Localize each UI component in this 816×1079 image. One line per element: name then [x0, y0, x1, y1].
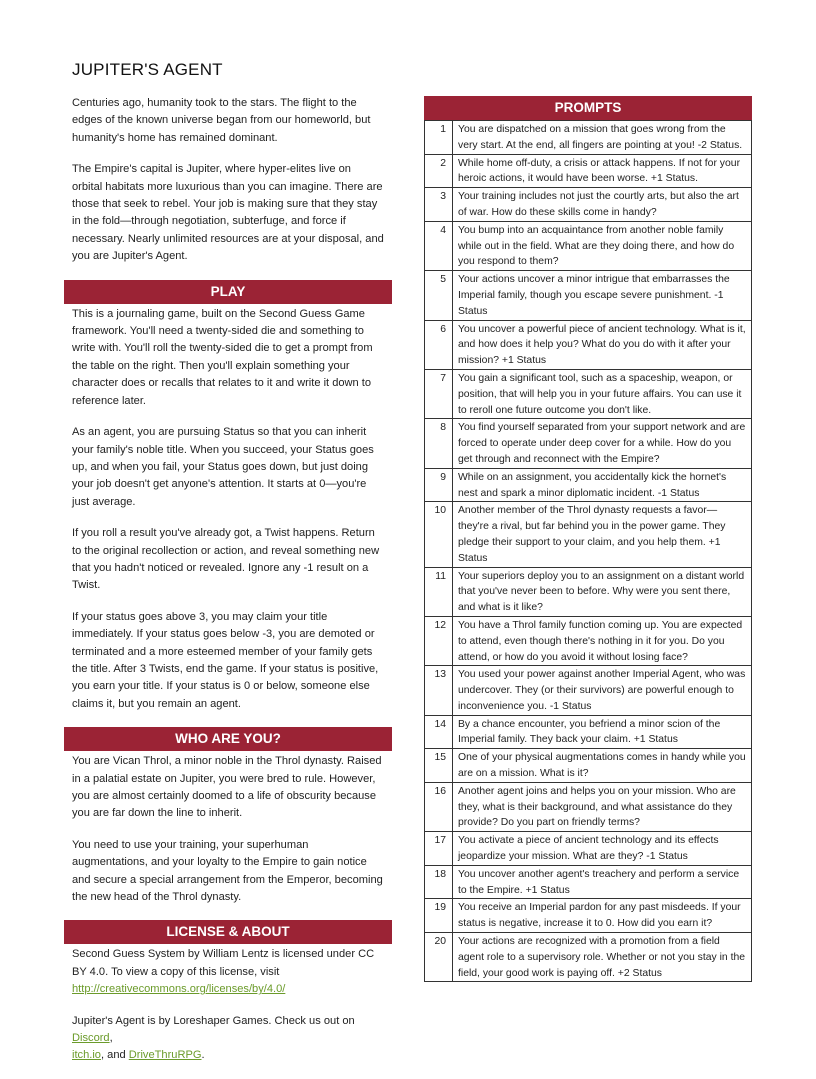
table-row — [425, 865, 752, 899]
intro-paragraph: Centuries ago, humanity took to the stars. The flight to the edges of the known universe began from our homeworld, but humanity's home has remained dominant. — [72, 97, 371, 144]
prompt-text: Your actions uncover a minor intrigue that embarrasses the Imperial family, though you escape severe punishment. -1 Status — [453, 271, 752, 320]
play-paragraph: If you roll a result you've already got, a Twist happens. Return to the original recollection or action, and reveal something new that you hadn't noticed or revealed. Ignore any -1 result on a Twist. — [72, 527, 380, 592]
prompt-text: Your actions are recognized with a promotion from a field agent role to a supervisory role. Whether or not you stay in the field, your good work is paying off. +2 Status — [453, 933, 752, 982]
table-row — [425, 369, 752, 418]
prompt-number: 20 — [425, 933, 453, 982]
play-paragraph: This is a journaling game, built on the Second Guess Game framework. You'll need a twenty-sided die and something to write with. You'll roll the twenty-sided die to get a prompt from the table on the right. Then you'll explain something your character does or recalls that relates to it and write it down to reference later. — [72, 307, 373, 407]
play-paragraph: If your status goes above 3, you may claim your title immediately. If your status goes below -3, you are demoted or terminated and a more esteemed member of your family gets the title. After 3 Twists, end the game. If your status is positive, you earn your title. If your status is 0 or below, someone else claims it, but you remain an agent. — [72, 610, 379, 710]
table-row — [425, 899, 752, 933]
prompt-text: You find yourself separated from your support network and are forced to operate under deep cover for a while. How do you get through and reconnect with the Empire? — [453, 419, 752, 468]
table-row — [425, 715, 752, 749]
prompt-number: 9 — [425, 468, 453, 502]
prompt-text: You bump into an acquaintance from another noble family while out in the field. What are they doing there, and how do you respond to them? — [453, 221, 752, 270]
discord-link[interactable]: Discord — [72, 1032, 110, 1045]
license-text: Second Guess System by William Lentz is licensed under CC BY 4.0. To view a copy of this license, visit — [72, 948, 375, 978]
table-row — [425, 666, 752, 715]
about-text: Jupiter's Agent is by Loreshaper Games. Check us out on — [72, 1014, 355, 1027]
prompts-heading: PROMPTS — [424, 96, 752, 120]
license-paragraph — [72, 946, 384, 998]
page-title: JUPITER'S AGENT — [72, 60, 223, 79]
prompt-number: 1 — [425, 121, 453, 155]
table-row — [425, 749, 752, 783]
play-heading: PLAY — [64, 280, 392, 304]
prompt-number: 15 — [425, 749, 453, 783]
table-row — [425, 616, 752, 665]
table-row — [425, 782, 752, 831]
prompt-number: 17 — [425, 832, 453, 866]
prompt-text: You gain a significant tool, such as a spaceship, weapon, or position, that will help you in your future affairs. You can use it to reroll one future outcome you don't like. — [453, 369, 752, 418]
table-row — [425, 271, 752, 320]
comma-text: , — [109, 1032, 113, 1045]
prompt-text: You used your power against another Imperial Agent, who was undercover. They (or their survivors) are powerful enough to inconvenience you. -1 Status — [453, 666, 752, 715]
prompt-text: You have a Throl family function coming up. You are expected to attend, even though there's nothing in it for you. Do you attend, or how do you avoid it without losing face? — [453, 616, 752, 665]
prompt-text: By a chance encounter, you befriend a minor scion of the Imperial family. They back your claim. +1 Status — [453, 715, 752, 749]
prompt-text: Another agent joins and helps you on your mission. Who are they, what is their background, and what assistance do they provide? Do you part on friendly terms? — [453, 782, 752, 831]
prompt-number: 19 — [425, 899, 453, 933]
prompt-number: 14 — [425, 715, 453, 749]
prompt-number: 5 — [425, 271, 453, 320]
table-row — [425, 188, 752, 222]
prompt-text: Your training includes not just the courtly arts, but also the art of war. How do these skills come in handy? — [453, 188, 752, 222]
table-row — [425, 933, 752, 982]
prompt-number: 10 — [425, 502, 453, 567]
prompt-text: Another member of the Throl dynasty requests a favor—they're a rival, but far behind you in the power game. They pledge their support to your claim, and you help them. +1 Status — [453, 502, 752, 567]
prompt-number: 11 — [425, 567, 453, 616]
intro-paragraph: The Empire's capital is Jupiter, where hyper-elites live on orbital habitats more luxurious than you can imagine. There are those that seek to rebel. Your job is making sure that they stay in the fold—through negotiation, subterfuge, and force if necessary. Nearly unlimited resources are at your disposal, and you are Jupiter's Agent. — [72, 163, 384, 263]
prompt-text: One of your physical augmentations comes in handy while you are on a mission. What is it? — [453, 749, 752, 783]
prompt-number: 7 — [425, 369, 453, 418]
prompt-text: You uncover another agent's treachery and perform a service to the Empire. +1 Status — [453, 865, 752, 899]
prompts-table — [424, 120, 752, 982]
prompt-text: You receive an Imperial pardon for any past misdeeds. If your status is negative, increase it to 0. How did you earn it? — [453, 899, 752, 933]
table-row — [425, 154, 752, 188]
prompt-text: You activate a piece of ancient technology and its effects jeopardize your mission. What are they? -1 Status — [453, 832, 752, 866]
prompt-number: 13 — [425, 666, 453, 715]
prompt-number: 8 — [425, 419, 453, 468]
play-paragraph: As an agent, you are pursuing Status so that you can inherit your family's noble title. When you succeed, your Status goes up, and when you fail, your Status goes down, but just doing your job doesn't get anyone's attention. It starts at 0—you're just average. — [72, 426, 374, 508]
prompt-number: 4 — [425, 221, 453, 270]
itch-link[interactable]: itch.io — [72, 1049, 101, 1062]
prompt-text: Your superiors deploy you to an assignment on a distant world that you've never been to before. Why were you sent there, and what is it like? — [453, 567, 752, 616]
who-paragraph: You need to use your training, your superhuman augmentations, and your loyalty to the Empire to gain notice and secure a special arrangement from the Emperor, becoming the new head of the Throl dynasty. — [72, 838, 383, 904]
prompt-number: 12 — [425, 616, 453, 665]
table-row — [425, 221, 752, 270]
license-heading: LICENSE & ABOUT — [64, 920, 392, 944]
table-row — [425, 121, 752, 155]
table-row — [425, 419, 752, 468]
table-row — [425, 832, 752, 866]
drivethrurpg-link[interactable]: DriveThruRPG — [128, 1049, 202, 1062]
right-column — [424, 96, 752, 982]
who-heading: WHO ARE YOU? — [64, 727, 392, 751]
prompt-text: You are dispatched on a mission that goes wrong from the very start. At the end, all fingers are pointing at you! -2 Status. — [453, 121, 752, 155]
license-link[interactable]: http://creativecommons.org/licenses/by/4.0/ — [72, 983, 286, 996]
table-row — [425, 468, 752, 502]
period-text: . — [201, 1049, 205, 1062]
prompt-number: 3 — [425, 188, 453, 222]
prompt-number: 6 — [425, 320, 453, 369]
about-paragraph — [72, 1013, 384, 1065]
table-row — [425, 502, 752, 567]
and-text: , and — [100, 1049, 129, 1062]
prompt-text: While on an assignment, you accidentally kick the hornet's nest and spark a minor diplomatic incident. -1 Status — [453, 468, 752, 502]
table-row — [425, 567, 752, 616]
prompt-text: You uncover a powerful piece of ancient technology. What is it, and how does it help you? What do you do with it after your mission? +1 Status — [453, 320, 752, 369]
prompt-number: 2 — [425, 154, 453, 188]
prompt-number: 18 — [425, 865, 453, 899]
prompt-text: While home off-duty, a crisis or attack happens. If not for your heroic actions, it would have been worse. +1 Status. — [453, 154, 752, 188]
prompt-number: 16 — [425, 782, 453, 831]
who-paragraph: You are Vican Throl, a minor noble in the Throl dynasty. Raised in a palatial estate on Jupiter, you were bred to rule. However, you are almost certainly doomed to a life of obscurity because you are far down the line to inherit. — [72, 755, 382, 820]
table-row — [425, 320, 752, 369]
left-column — [64, 95, 392, 1079]
